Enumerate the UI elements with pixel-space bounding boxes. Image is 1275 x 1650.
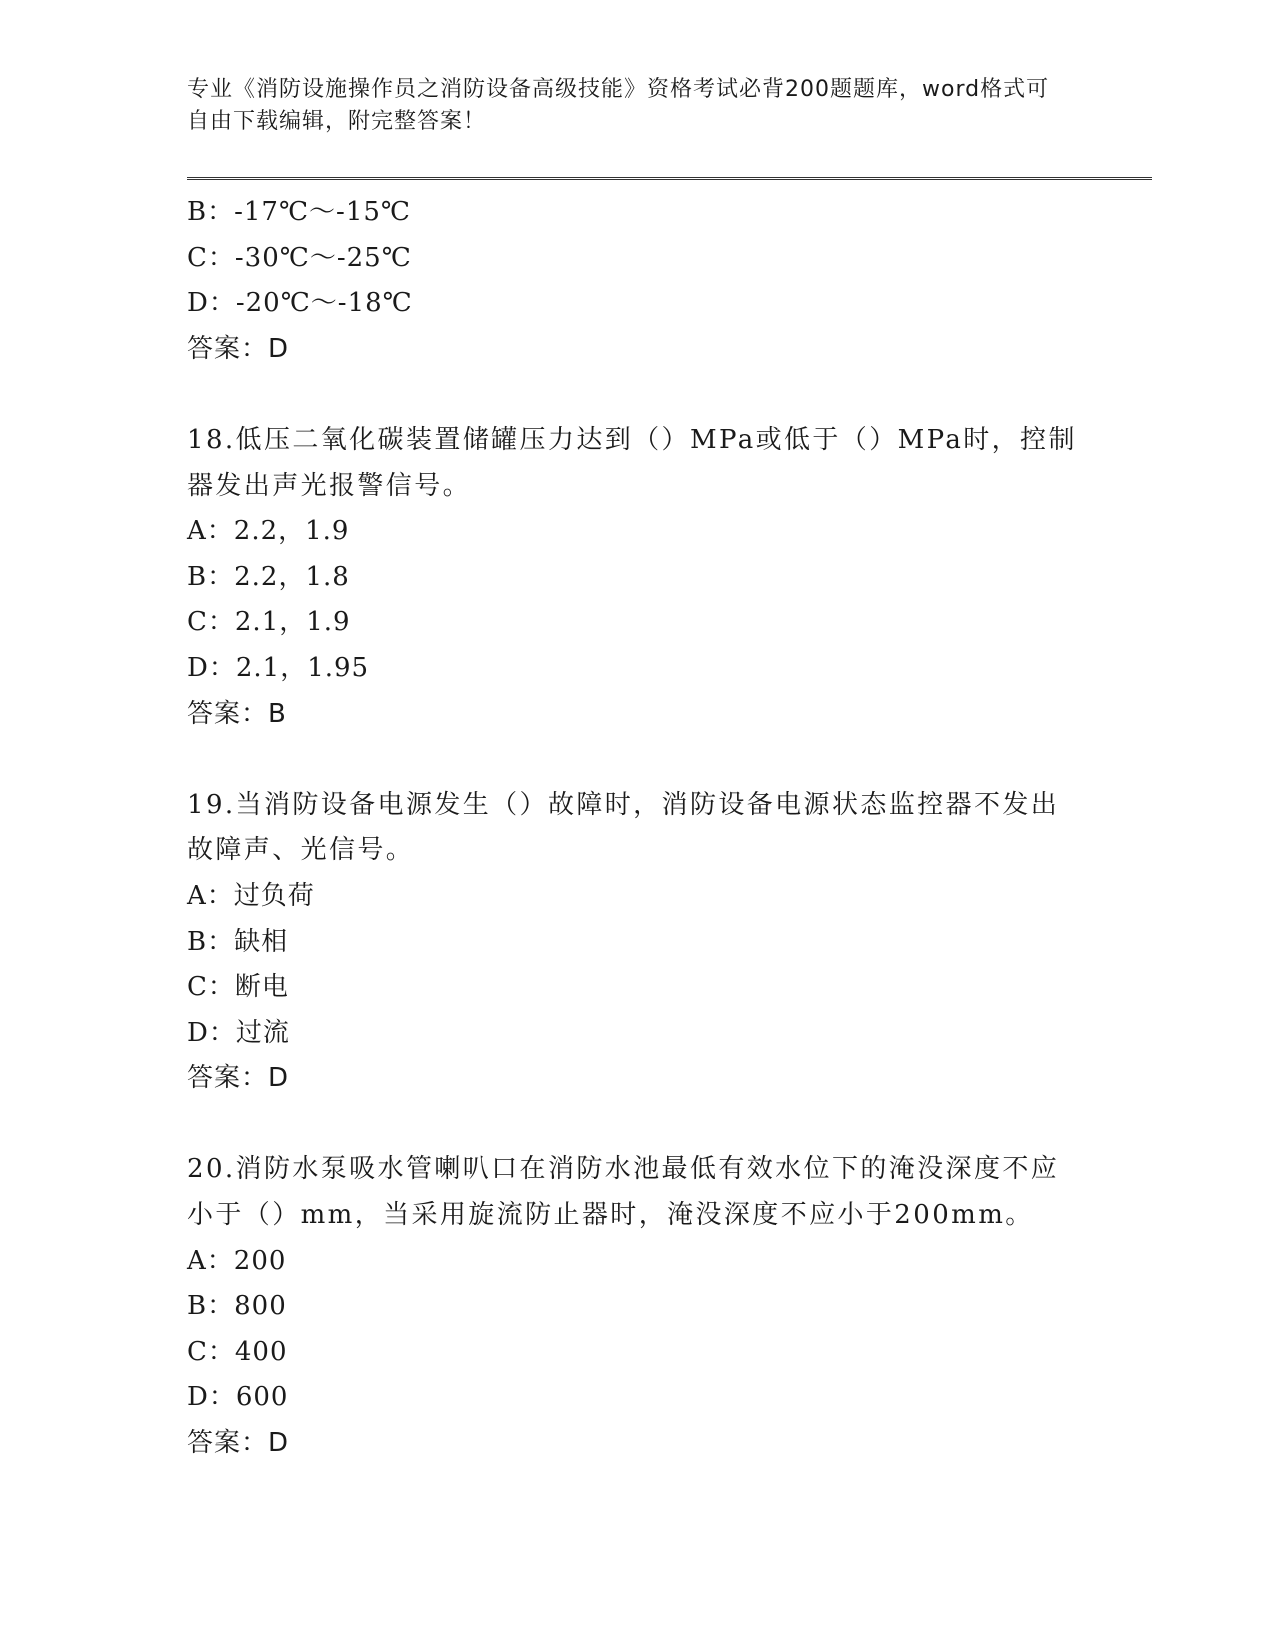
answer: 答案：D xyxy=(187,333,290,364)
option-a: A：200 xyxy=(187,1245,287,1276)
question-list xyxy=(187,190,1087,1467)
option-b: B：2.2，1.8 xyxy=(187,561,350,592)
question-stem-line: 19.当消防设备电源发生（）故障时，消防设备电源状态监控器不发出 xyxy=(187,789,1060,820)
option-a: A：2.2，1.9 xyxy=(187,516,350,547)
question-stem-line: 18.低压二氧化碳装置储罐压力达到（）MPa或低于（）MPa时，控制 xyxy=(187,424,1077,455)
answer: 答案：B xyxy=(187,698,287,729)
answer: 答案：D xyxy=(187,1428,290,1459)
question-stem-line: 故障声、光信号。 xyxy=(187,835,415,866)
question-stem-line: 20.消防水泵吸水管喇叭口在消防水池最低有效水位下的淹没深度不应 xyxy=(187,1154,1060,1185)
option-c: C：断电 xyxy=(187,972,289,1003)
option-b: B：缺相 xyxy=(187,926,289,957)
option-b: B：-17℃～-15℃ xyxy=(187,197,412,227)
answer: 答案：D xyxy=(187,1063,290,1094)
question-18 xyxy=(187,418,1087,737)
option-d: D：600 xyxy=(187,1382,289,1413)
page-header xyxy=(187,74,1067,138)
question-20 xyxy=(187,1147,1087,1466)
option-c: C：2.1，1.9 xyxy=(187,607,351,638)
question-17-continuation xyxy=(187,190,1087,372)
option-c: C：400 xyxy=(187,1336,288,1367)
option-a: A：过负荷 xyxy=(187,880,315,911)
option-d: D：2.1，1.95 xyxy=(187,652,370,683)
header-text: 专业《消防设施操作员之消防设备高级技能》资格考试必背200题题库，word格式可自由下载编辑，附完整答案！ xyxy=(187,77,1050,134)
option-d: D：过流 xyxy=(187,1017,290,1048)
header-divider xyxy=(187,177,1152,180)
option-b: B：800 xyxy=(187,1291,287,1322)
question-stem-line: 器发出声光报警信号。 xyxy=(187,470,472,501)
option-c: C：-30℃～-25℃ xyxy=(187,242,412,273)
question-stem-line: 小于（）mm，当采用旋流防止器时，淹没深度不应小于200mm。 xyxy=(187,1200,1034,1231)
question-19 xyxy=(187,783,1087,1102)
option-d: D：-20℃～-18℃ xyxy=(187,288,413,319)
